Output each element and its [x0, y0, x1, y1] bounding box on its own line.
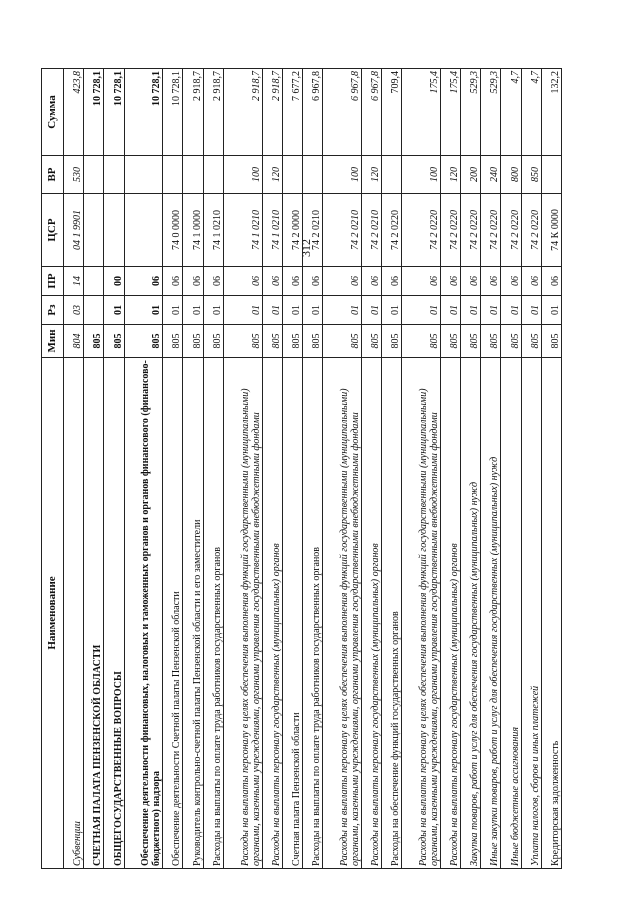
cell-sum: 2 918,7: [262, 69, 282, 156]
cell-pr: 06: [402, 267, 441, 296]
cell-pr: 06: [440, 267, 460, 296]
cell-sum: 423,8: [64, 69, 84, 156]
cell-csr: 74 1 0210: [203, 194, 223, 267]
cell-rz: 01: [124, 296, 163, 325]
cell-rz: 01: [223, 296, 262, 325]
cell-min: 805: [104, 325, 124, 358]
cell-rz: 01: [481, 296, 501, 325]
table-row: [381, 69, 401, 869]
table-row: [64, 69, 84, 869]
cell-name: Иные закупки товаров, работ и услуг для обеспечения государственных (муниципальных) нужд: [481, 358, 501, 869]
cell-pr: 06: [223, 267, 262, 296]
cell-sum: 529,3: [481, 69, 501, 156]
table-row: [163, 69, 183, 869]
cell-name: Обеспечение деятельности финансовых, налоговых и таможенных органов и органов финансового (финансово-бюджетного) надзора: [124, 358, 163, 869]
cell-vr: 100: [323, 156, 362, 194]
cell-pr: 06: [323, 267, 362, 296]
cell-pr: 06: [282, 267, 302, 296]
cell-csr: 74 2 0220: [461, 194, 481, 267]
cell-pr: 06: [481, 267, 501, 296]
cell-name: Расходы на выплаты персоналу государственных (муниципальных) органов: [440, 358, 460, 869]
cell-pr: 06: [381, 267, 401, 296]
table-row: [104, 69, 124, 869]
cell-vr: [163, 156, 183, 194]
cell-min: 805: [183, 325, 203, 358]
cell-rz: 01: [282, 296, 302, 325]
cell-csr: 74 К 0000: [541, 194, 561, 267]
cell-rz: 01: [521, 296, 541, 325]
header-min: Мин: [42, 325, 64, 358]
cell-csr: 74 2 0210: [302, 194, 322, 267]
cell-sum: 6 967,8: [302, 69, 322, 156]
cell-rz: [84, 296, 104, 325]
cell-name: Закупка товаров, работ и услуг для обеспечения государственных (муниципальных) нужд: [461, 358, 481, 869]
cell-vr: 530: [64, 156, 84, 194]
rotated-table-container: [41, 69, 562, 869]
cell-sum: 10 728,1: [84, 69, 104, 156]
cell-vr: [302, 156, 322, 194]
cell-csr: [84, 194, 104, 267]
cell-min: 805: [323, 325, 362, 358]
cell-pr: 06: [262, 267, 282, 296]
cell-rz: 01: [262, 296, 282, 325]
table-row: [323, 69, 362, 869]
cell-pr: 06: [461, 267, 481, 296]
cell-csr: 74 2 0220: [501, 194, 521, 267]
table-row: [501, 69, 521, 869]
cell-min: 805: [302, 325, 322, 358]
cell-csr: 74 2 0210: [323, 194, 362, 267]
cell-rz: 01: [203, 296, 223, 325]
cell-csr: 74 2 0220: [440, 194, 460, 267]
cell-csr: 74 2 0220: [402, 194, 441, 267]
cell-vr: 120: [361, 156, 381, 194]
cell-pr: 06: [501, 267, 521, 296]
cell-csr: 74 1 0210: [223, 194, 262, 267]
cell-name: ОБЩЕГОСУДАРСТВЕННЫЕ ВОПРОСЫ: [104, 358, 124, 869]
cell-min: 805: [124, 325, 163, 358]
cell-rz: 03: [64, 296, 84, 325]
cell-rz: 01: [183, 296, 203, 325]
cell-name: Расходы на выплаты по оплате труда работников государственных органов: [203, 358, 223, 869]
cell-rz: 01: [381, 296, 401, 325]
cell-pr: 06: [521, 267, 541, 296]
cell-pr: 06: [163, 267, 183, 296]
cell-vr: 800: [501, 156, 521, 194]
cell-name: Руководитель контрольно-счетной палаты Пензенской области и его заместители: [183, 358, 203, 869]
table-row: [440, 69, 460, 869]
cell-rz: 01: [440, 296, 460, 325]
cell-csr: 74 1 0000: [183, 194, 203, 267]
cell-name: СЧЕТНАЯ ПАЛАТА ПЕНЗЕНСКОЙ ОБЛАСТИ: [84, 358, 104, 869]
cell-sum: 2 918,7: [223, 69, 262, 156]
cell-min: 805: [84, 325, 104, 358]
table-row: [481, 69, 501, 869]
cell-rz: 01: [501, 296, 521, 325]
cell-name: Расходы на выплаты персоналу в целях обеспечения выполнения функций государственными (муниципальными) органами, казенными учреждениями, органами управления государственными внебюджетными фондами: [402, 358, 441, 869]
cell-min: 805: [402, 325, 441, 358]
cell-rz: 01: [402, 296, 441, 325]
cell-vr: 850: [521, 156, 541, 194]
cell-rz: 01: [163, 296, 183, 325]
cell-min: 805: [481, 325, 501, 358]
cell-sum: 175,4: [440, 69, 460, 156]
cell-pr: [84, 267, 104, 296]
table-row: [361, 69, 381, 869]
cell-csr: 74 2 0220: [381, 194, 401, 267]
cell-name: Расходы на выплаты по оплате труда работников государственных органов: [302, 358, 322, 869]
table-row: [203, 69, 223, 869]
cell-sum: 4,7: [521, 69, 541, 156]
cell-sum: 6 967,8: [323, 69, 362, 156]
table-row: [282, 69, 302, 869]
cell-sum: 4,7: [501, 69, 521, 156]
cell-vr: 120: [440, 156, 460, 194]
cell-name: Расходы на обеспечение функций государственных органов: [381, 358, 401, 869]
cell-rz: 01: [104, 296, 124, 325]
cell-pr: 06: [203, 267, 223, 296]
cell-vr: [84, 156, 104, 194]
cell-min: 805: [461, 325, 481, 358]
cell-sum: 2 918,7: [203, 69, 223, 156]
cell-csr: 74 2 0000: [282, 194, 302, 267]
cell-sum: 2 918,7: [183, 69, 203, 156]
header-name: Наименование: [42, 358, 64, 869]
header-vr: ВР: [42, 156, 64, 194]
cell-rz: 01: [461, 296, 481, 325]
cell-min: 805: [361, 325, 381, 358]
cell-name: Субвенции: [64, 358, 84, 869]
cell-rz: 01: [302, 296, 322, 325]
cell-sum: 709,4: [381, 69, 401, 156]
table-row: [124, 69, 163, 869]
cell-min: 805: [521, 325, 541, 358]
cell-vr: [282, 156, 302, 194]
cell-sum: 10 728,1: [124, 69, 163, 156]
cell-name: Счетная палата Пензенской области: [282, 358, 302, 869]
cell-vr: [541, 156, 561, 194]
cell-vr: 240: [481, 156, 501, 194]
cell-csr: 74 2 0210: [361, 194, 381, 267]
cell-vr: [104, 156, 124, 194]
table-row: [541, 69, 561, 869]
cell-min: 805: [501, 325, 521, 358]
table-row: [223, 69, 262, 869]
cell-pr: 06: [183, 267, 203, 296]
table-body: [64, 69, 562, 869]
cell-csr: 74 2 0220: [521, 194, 541, 267]
header-pr: ПР: [42, 267, 64, 296]
cell-sum: 529,3: [461, 69, 481, 156]
cell-name: Кредиторская задолженность: [541, 358, 561, 869]
table-row: [402, 69, 441, 869]
cell-csr: 74 2 0220: [481, 194, 501, 267]
cell-pr: 06: [361, 267, 381, 296]
cell-pr: 00: [104, 267, 124, 296]
cell-pr: 06: [124, 267, 163, 296]
cell-min: 805: [223, 325, 262, 358]
cell-name: Расходы на выплаты персоналу в целях обеспечения выполнения функций государственными (муниципальными) органами, казенными учреждениями, органами управления государственными внебюджетными фондами: [223, 358, 262, 869]
cell-rz: 01: [323, 296, 362, 325]
cell-name: Уплата налогов, сборов и иных платежей: [521, 358, 541, 869]
budget-table: [41, 68, 562, 869]
table-row: [183, 69, 203, 869]
cell-sum: 6 967,8: [361, 69, 381, 156]
cell-vr: [124, 156, 163, 194]
cell-sum: 10 728,1: [163, 69, 183, 156]
cell-pr: 06: [302, 267, 322, 296]
cell-name: Расходы на выплаты персоналу государственных (муниципальных) органов: [361, 358, 381, 869]
cell-sum: 7 677,2: [282, 69, 302, 156]
page-number: 312: [299, 239, 313, 257]
cell-min: 805: [440, 325, 460, 358]
cell-vr: 120: [262, 156, 282, 194]
cell-vr: 100: [402, 156, 441, 194]
cell-min: 805: [203, 325, 223, 358]
cell-pr: 06: [541, 267, 561, 296]
cell-name: Иные бюджетные ассигнования: [501, 358, 521, 869]
cell-vr: [183, 156, 203, 194]
table-row: [302, 69, 322, 869]
cell-name: Расходы на выплаты персоналу в целях обеспечения выполнения функций государственными (муниципальными) органами, казенными учреждениями, органами управления государственными внебюджетными фондами: [323, 358, 362, 869]
cell-rz: 01: [541, 296, 561, 325]
table-row: [262, 69, 282, 869]
header-row: [42, 69, 64, 869]
cell-min: 805: [163, 325, 183, 358]
cell-min: 805: [282, 325, 302, 358]
cell-vr: 100: [223, 156, 262, 194]
cell-csr: [124, 194, 163, 267]
cell-name: Расходы на выплаты персоналу государственных (муниципальных) органов: [262, 358, 282, 869]
cell-min: 805: [381, 325, 401, 358]
cell-vr: [381, 156, 401, 194]
cell-min: 805: [541, 325, 561, 358]
cell-vr: 200: [461, 156, 481, 194]
header-sum: Сумма: [42, 69, 64, 156]
cell-name: Обеспечение деятельности Счетной палаты Пензенской области: [163, 358, 183, 869]
table-row: [461, 69, 481, 869]
cell-min: 804: [64, 325, 84, 358]
cell-min: 805: [262, 325, 282, 358]
cell-csr: 04 1 9901: [64, 194, 84, 267]
cell-csr: 74 0 0000: [163, 194, 183, 267]
table-row: [521, 69, 541, 869]
cell-vr: [203, 156, 223, 194]
cell-pr: 14: [64, 267, 84, 296]
table-row: [84, 69, 104, 869]
header-csr: ЦСР: [42, 194, 64, 267]
cell-sum: 132,2: [541, 69, 561, 156]
cell-rz: 01: [361, 296, 381, 325]
cell-csr: [104, 194, 124, 267]
cell-sum: 175,4: [402, 69, 441, 156]
cell-csr: 74 1 0210: [262, 194, 282, 267]
header-rz: Рз: [42, 296, 64, 325]
cell-sum: 10 728,1: [104, 69, 124, 156]
